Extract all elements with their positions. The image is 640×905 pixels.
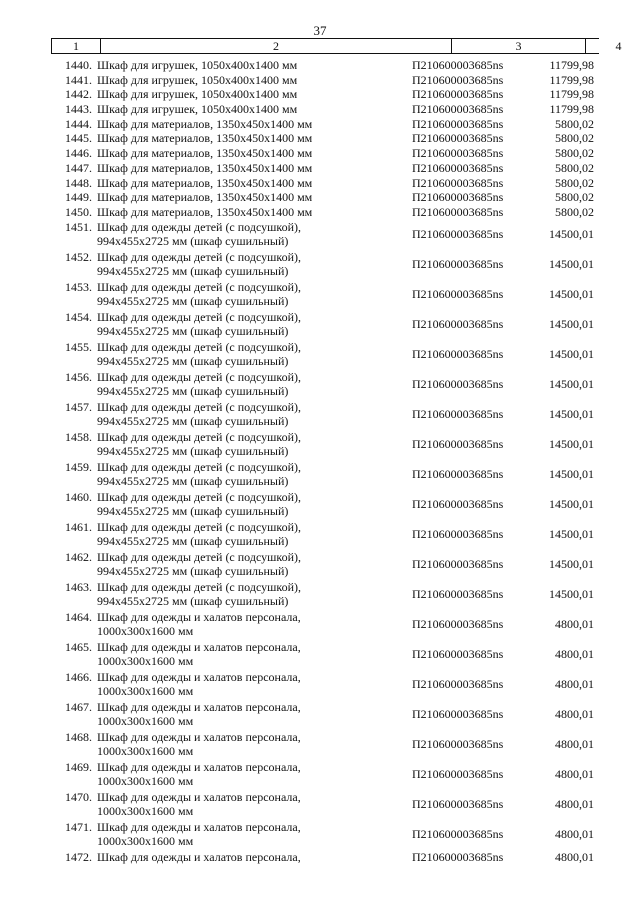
row-item-name-line2: 994х455х2725 мм (шкаф сушильный) [97,564,289,579]
row-item-name [97,850,402,865]
row-price: 4800,01 [555,796,594,811]
row-item-name [97,580,402,609]
row-number: 1443. [65,102,92,117]
row-item-name-line1: Шкаф для материалов, 1350х450х1400 мм [97,204,313,219]
row-item-name-line1: Шкаф для игрушек, 1050х400х1400 мм [97,72,298,87]
row-code: П210600003685ns [412,736,504,751]
row-item-name [97,550,402,579]
row-price: 4800,01 [555,766,594,781]
row-item-name-line1: Шкаф для игрушек, 1050х400х1400 мм [97,58,298,72]
row-price: 5800,02 [555,175,594,190]
table-row [0,820,640,850]
row-item-name [97,131,402,146]
row-price: 14500,01 [549,586,594,601]
row-item-name [97,460,402,489]
row-price: 4800,01 [555,616,594,631]
row-price: 11799,98 [549,58,594,72]
row-number: 1445. [65,131,92,146]
row-code: П210600003685ns [412,796,504,811]
header-col-2: 2 [101,39,452,53]
table-body [0,58,640,864]
row-item-name [97,370,402,399]
header-col-1: 1 [52,39,101,53]
row-item-name [97,146,402,161]
row-item-name-line2: 1000х300х1600 мм [97,804,194,819]
row-item-name [97,190,402,205]
row-code: П210600003685ns [412,116,504,131]
row-item-name-line1: Шкаф для одежды детей (с подсушкой), [97,279,301,294]
row-code: П210600003685ns [412,146,504,161]
row-item-name-line1: Шкаф для одежды детей (с подсушкой), [97,369,301,384]
table-row [0,131,640,146]
row-item-name-line1: Шкаф для одежды и халатов персонала, [97,789,301,804]
table-row [0,760,640,790]
row-item-name [97,87,402,102]
row-number: 1449. [65,190,92,205]
row-number: 1441. [65,72,92,87]
row-price: 14500,01 [549,406,594,421]
row-item-name-line1: Шкаф для одежды детей (с подсушкой), [97,309,301,324]
row-code: П210600003685ns [412,616,504,631]
row-item-name-line2: 994х455х2725 мм (шкаф сушильный) [97,324,289,339]
row-item-name [97,610,402,639]
row-item-name [97,490,402,519]
row-code: П210600003685ns [412,87,504,102]
row-price: 11799,98 [549,87,594,102]
row-number: 1446. [65,146,92,161]
table-row [0,580,640,610]
row-code: П210600003685ns [412,316,504,331]
row-price: 14500,01 [549,346,594,361]
table-row [0,190,640,205]
row-price: 14500,01 [549,376,594,391]
row-number: 1452. [65,249,92,264]
row-code: П210600003685ns [412,706,504,721]
row-code: П210600003685ns [412,676,504,691]
row-code: П210600003685ns [412,286,504,301]
row-item-name [97,310,402,339]
row-item-name-line2: 994х455х2725 мм (шкаф сушильный) [97,504,289,519]
row-item-name [97,161,402,176]
table-row [0,205,640,220]
row-price: 14500,01 [549,526,594,541]
row-code: П210600003685ns [412,160,504,175]
row-code: П210600003685ns [412,766,504,781]
row-item-name [97,250,402,279]
row-number: 1463. [65,579,92,594]
table-row [0,850,640,865]
row-item-name [97,340,402,369]
row-number: 1460. [65,489,92,504]
row-price: 5800,02 [555,131,594,146]
row-item-name-line1: Шкаф для одежды детей (с подсушкой), [97,429,301,444]
row-code: П210600003685ns [412,58,504,72]
row-item-name-line1: Шкаф для материалов, 1350х450х1400 мм [97,190,313,205]
row-number: 1461. [65,519,92,534]
row-number: 1448. [65,175,92,190]
row-item-name [97,670,402,699]
row-item-name-line2: 994х455х2725 мм (шкаф сушильный) [97,414,289,429]
row-item-name-line2: 1000х300х1600 мм [97,834,194,849]
table-row [0,520,640,550]
table-row [0,146,640,161]
header-col-4: 4 [615,39,622,53]
row-price: 14500,01 [549,436,594,451]
table-row [0,490,640,520]
row-price: 4800,01 [555,706,594,721]
row-price: 5800,02 [555,160,594,175]
row-item-name [97,730,402,759]
row-item-name-line2: 994х455х2725 мм (шкаф сушильный) [97,264,289,279]
row-price: 5800,02 [555,116,594,131]
table-row [0,310,640,340]
row-number: 1468. [65,729,92,744]
row-price: 4800,01 [555,849,594,864]
row-number: 1470. [65,789,92,804]
row-code: П210600003685ns [412,256,504,271]
table-row [0,700,640,730]
row-item-name [97,430,402,459]
row-code: П210600003685ns [412,826,504,841]
row-code: П210600003685ns [412,226,504,241]
row-item-name-line1: Шкаф для одежды и халатов персонала, [97,819,301,834]
row-code: П210600003685ns [412,646,504,661]
row-price: 14500,01 [549,316,594,331]
row-item-name [97,220,402,249]
row-price: 4800,01 [555,736,594,751]
row-number: 1464. [65,609,92,624]
row-number: 1442. [65,87,92,102]
table-row [0,220,640,250]
row-item-name-line1: Шкаф для одежды и халатов персонала, [97,699,301,714]
row-item-name-line2: 994х455х2725 мм (шкаф сушильный) [97,474,289,489]
row-item-name-line1: Шкаф для одежды детей (с подсушкой), [97,489,301,504]
row-price: 5800,02 [555,190,594,205]
row-item-name [97,760,402,789]
row-price: 14500,01 [549,496,594,511]
row-item-name [97,102,402,117]
row-item-name-line1: Шкаф для игрушек, 1050х400х1400 мм [97,87,298,102]
table-row [0,550,640,580]
row-item-name-line2: 1000х300х1600 мм [97,774,194,789]
row-item-name [97,520,402,549]
row-code: П210600003685ns [412,466,504,481]
row-item-name-line2: 1000х300х1600 мм [97,654,194,669]
row-code: П210600003685ns [412,131,504,146]
row-item-name-line1: Шкаф для одежды детей (с подсушкой), [97,219,301,234]
row-item-name-line1: Шкаф для одежды и халатов персонала, [97,759,301,774]
table-row [0,430,640,460]
row-price: 14500,01 [549,286,594,301]
table-row [0,58,640,73]
table-row [0,102,640,117]
row-item-name [97,73,402,88]
row-code: П210600003685ns [412,556,504,571]
row-item-name-line2: 994х455х2725 мм (шкаф сушильный) [97,354,289,369]
row-code: П210600003685ns [412,406,504,421]
table-row [0,400,640,430]
row-code: П210600003685ns [412,102,504,117]
row-item-name-line1: Шкаф для одежды и халатов персонала, [97,609,301,624]
row-item-name [97,176,402,191]
table-row [0,117,640,132]
table-row [0,730,640,760]
row-number: 1450. [65,204,92,219]
page-number: 37 [313,23,327,38]
row-number: 1471. [65,819,92,834]
table-row [0,460,640,490]
row-price: 14500,01 [549,466,594,481]
table-row [0,250,640,280]
row-item-name [97,58,402,73]
row-item-name [97,700,402,729]
row-number: 1440. [65,58,92,72]
row-price: 11799,98 [549,102,594,117]
table-row [0,340,640,370]
row-item-name-line1: Шкаф для одежды детей (с подсушкой), [97,549,301,564]
table-row [0,790,640,820]
row-item-name-line1: Шкаф для одежды детей (с подсушкой), [97,579,301,594]
row-number: 1467. [65,699,92,714]
row-price: 14500,01 [549,226,594,241]
row-price: 14500,01 [549,256,594,271]
row-price: 4800,01 [555,826,594,841]
row-number: 1454. [65,309,92,324]
row-price: 5800,02 [555,204,594,219]
row-item-name-line2: 994х455х2725 мм (шкаф сушильный) [97,534,289,549]
row-item-name-line1: Шкаф для одежды детей (с подсушкой), [97,339,301,354]
row-code: П210600003685ns [412,496,504,511]
row-code: П210600003685ns [412,376,504,391]
row-code: П210600003685ns [412,436,504,451]
table-row [0,176,640,191]
row-item-name-line1: Шкаф для игрушек, 1050х400х1400 мм [97,102,298,117]
row-price: 4800,01 [555,646,594,661]
row-item-name-line2: 1000х300х1600 мм [97,684,194,699]
row-item-name-line2: 994х455х2725 мм (шкаф сушильный) [97,444,289,459]
table-row [0,280,640,310]
row-number: 1462. [65,549,92,564]
row-number: 1466. [65,669,92,684]
row-code: П210600003685ns [412,190,504,205]
row-number: 1459. [65,459,92,474]
row-number: 1472. [65,849,92,864]
row-item-name [97,117,402,132]
table-row [0,370,640,400]
row-price: 4800,01 [555,676,594,691]
table-row [0,640,640,670]
header-col-3: 3 [452,39,586,53]
row-code: П210600003685ns [412,72,504,87]
table-row [0,610,640,640]
table-row [0,73,640,88]
row-number: 1453. [65,279,92,294]
table-header [51,38,622,54]
row-item-name-line2: 994х455х2725 мм (шкаф сушильный) [97,234,289,249]
row-number: 1465. [65,639,92,654]
row-item-name-line1: Шкаф для материалов, 1350х450х1400 мм [97,116,313,131]
row-code: П210600003685ns [412,175,504,190]
row-item-name-line2: 994х455х2725 мм (шкаф сушильный) [97,594,289,609]
row-item-name-line1: Шкаф для одежды и халатов персонала, [97,669,301,684]
table-row [0,161,640,176]
row-item-name [97,280,402,309]
row-price: 5800,02 [555,146,594,161]
row-item-name-line1: Шкаф для одежды детей (с подсушкой), [97,519,301,534]
row-item-name-line2: 1000х300х1600 мм [97,624,194,639]
row-item-name [97,400,402,429]
row-number: 1455. [65,339,92,354]
row-item-name [97,640,402,669]
row-number: 1457. [65,399,92,414]
row-item-name-line1: Шкаф для одежды детей (с подсушкой), [97,459,301,474]
row-number: 1447. [65,160,92,175]
row-number: 1458. [65,429,92,444]
table-row [0,670,640,700]
row-item-name-line1: Шкаф для одежды и халатов персонала, [97,639,301,654]
row-number: 1456. [65,369,92,384]
row-code: П210600003685ns [412,849,504,864]
row-price: 11799,98 [549,72,594,87]
row-number: 1444. [65,116,92,131]
row-item-name-line2: 1000х300х1600 мм [97,714,194,729]
row-code: П210600003685ns [412,204,504,219]
row-price: 14500,01 [549,556,594,571]
row-item-name-line1: Шкаф для материалов, 1350х450х1400 мм [97,175,313,190]
row-code: П210600003685ns [412,586,504,601]
row-item-name [97,205,402,220]
row-item-name-line1: Шкаф для материалов, 1350х450х1400 мм [97,146,313,161]
row-item-name-line2: 994х455х2725 мм (шкаф сушильный) [97,294,289,309]
row-item-name [97,820,402,849]
row-number: 1451. [65,219,92,234]
row-item-name-line1: Шкаф для одежды детей (с подсушкой), [97,249,301,264]
row-item-name-line2: 994х455х2725 мм (шкаф сушильный) [97,384,289,399]
row-code: П210600003685ns [412,346,504,361]
row-item-name-line2: 1000х300х1600 мм [97,744,194,759]
row-code: П210600003685ns [412,526,504,541]
row-item-name-line1: Шкаф для материалов, 1350х450х1400 мм [97,160,313,175]
row-item-name-line1: Шкаф для одежды и халатов персонала, [97,729,301,744]
table-row [0,87,640,102]
row-number: 1469. [65,759,92,774]
row-item-name-line1: Шкаф для одежды и халатов персонала, [97,849,301,864]
row-item-name-line1: Шкаф для материалов, 1350х450х1400 мм [97,131,313,146]
row-item-name [97,790,402,819]
row-item-name-line1: Шкаф для одежды детей (с подсушкой), [97,399,301,414]
